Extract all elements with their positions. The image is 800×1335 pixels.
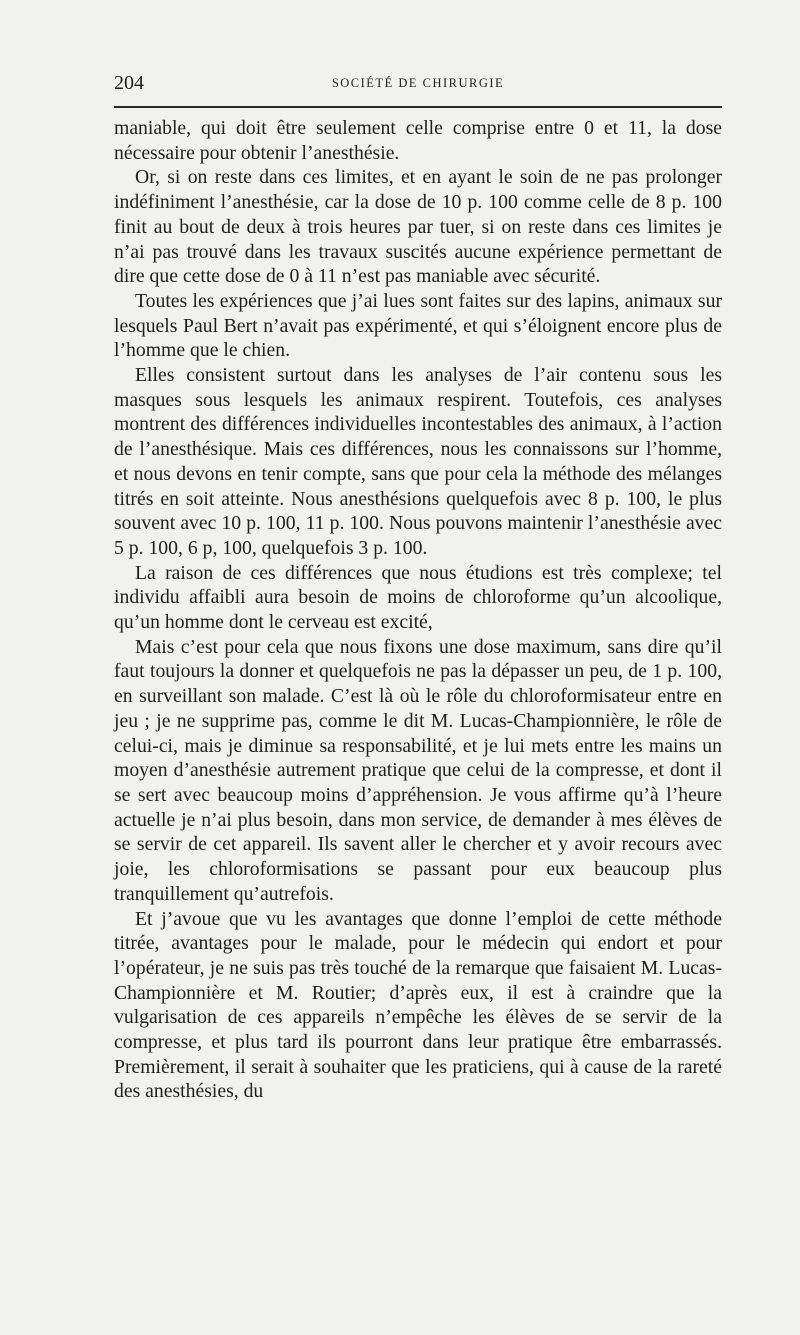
paragraph: Et j’avoue que vu les avantages que donne l’emploi de cette méthode titrée, avantages pour le malade, pour le médecin qui endort et pour l’opérateur, je ne suis pas très touché de la remarque que faisaient M. Lucas-Championnière et M. Routier; d’après eux, il est à craindre que la vulgarisation de ces appareils n’empêche les élèves de se servir de la compresse, et plus tard ils pourront dans leur pratique être embarrassés. Premièrement, il serait à souhaiter que les praticiens, qui à cause de la rareté des anesthésies, du [114,907,722,1103]
body-text [114,116,722,1104]
paragraph: La raison de ces différences que nous étudions est très complexe; tel individu affaibli aura besoin de moins de chloroforme qu’un alcoolique, qu’un homme dont le cerveau est excité, [114,561,722,634]
paragraph: Or, si on reste dans ces limites, et en ayant le soin de ne pas prolonger indéfiniment l’anesthésie, car la dose de 10 p. 100 comme celle de 8 p. 100 finit au bout de deux à trois heures par tuer, si on reste dans ces limites je n’ai pas trouvé dans les travaux suscités aucune expérience permettant de dire que cette dose de 0 à 11 n’est pas maniable avec sécurité. [114,166,722,288]
paragraph: Elles consistent surtout dans les analyses de l’air contenu sous les masques sous lesquels les animaux respirent. Toutefois, ces analyses montrent des différences individuelles incontestables des animaux, à l’action de l’anesthésique. Mais ces différences, nous les connaissons sur l’homme, et nous devons en tenir compte, sans que pour cela la méthode des mélanges titrés en soit atteinte. Nous anesthésions quelquefois avec 8 p. 100, le plus souvent avec 10 p. 100, 11 p. 100. Nous pouvons maintenir l’anesthésie avec 5 p. 100, 6 p, 100, quelquefois 3 p. 100. [114,364,722,559]
paragraph: maniable, qui doit être seulement celle comprise entre 0 et 11, la dose nécessaire pour obtenir l’anesthésie. [114,117,722,164]
page-header [114,72,722,108]
paragraph: Mais c’est pour cela que nous fixons une dose maximum, sans dire qu’il faut toujours la donner et quelquefois ne pas la dépasser un peu, de 1 p. 100, en surveillant son malade. C’est là où le rôle du chloroformisateur entre en jeu ; je ne supprime pas, comme le dit M. Lucas-Championnière, le rôle de celui-ci, mais je diminue sa responsabilité, et je lui mets entre les mains un moyen d’anesthésie autrement pratique que celui de la compresse, et dont il se sert avec beaucoup moins d’appréhension. Je vous affirme qu’à l’heure actuelle je n’ai plus besoin, dans mon service, de demander à mes élèves de se servir de cet appareil. Ils savent aller le chercher et y avoir recours avec joie, les chloroformisations se passant pour eux beaucoup plus tranquillement qu’autrefois. [114,635,722,905]
page-number: 204 [114,72,144,94]
running-head: SOCIÉTÉ DE CHIRURGIE [331,76,505,90]
paragraph: Toutes les expériences que j’ai lues sont faites sur des lapins, animaux sur lesquels Paul Bert n’avait pas expérimenté, et qui s’éloignent encore plus de l’homme que le chien. [114,289,722,362]
